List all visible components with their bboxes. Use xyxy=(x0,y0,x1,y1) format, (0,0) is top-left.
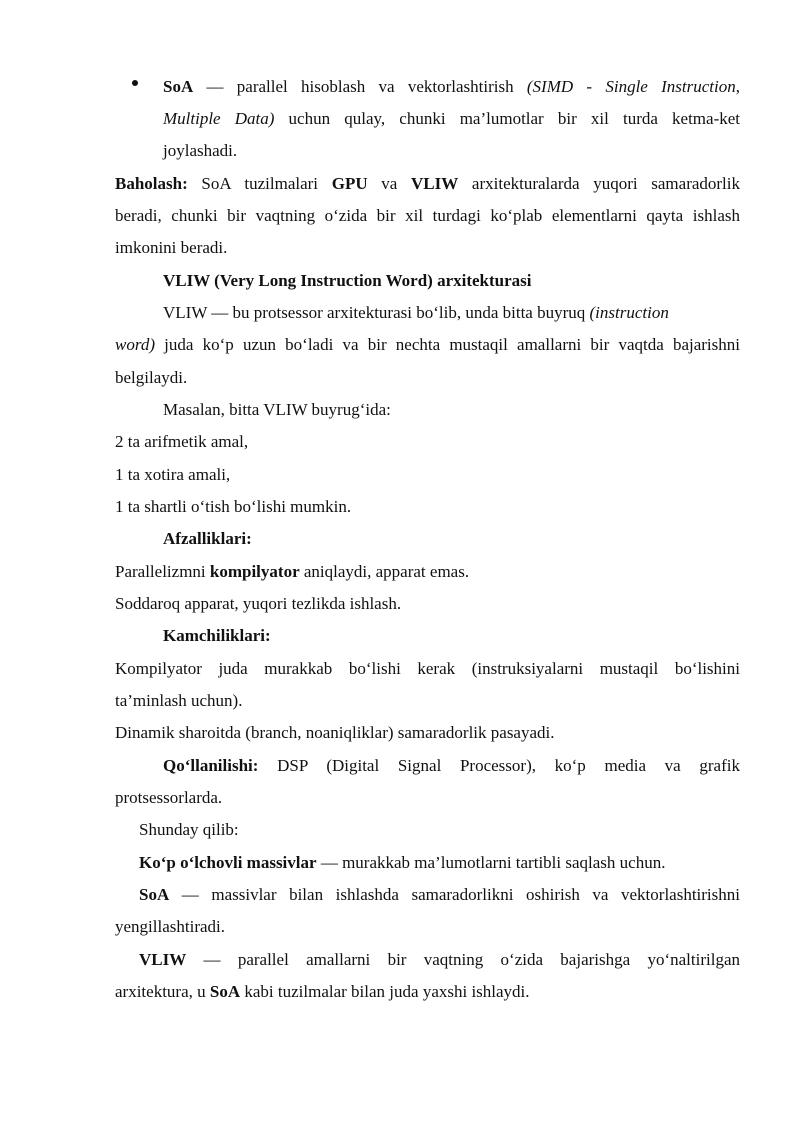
example-item: 2 ta arifmetik amal, xyxy=(115,432,249,451)
summary-item-2-cont: yengillashtiradi. xyxy=(115,917,226,936)
bullet-line-3: joylashadi. xyxy=(163,141,238,160)
bullet-line-1: SoA — parallel hisoblash va vektorlashtirish (SIMD - Single Instruction, xyxy=(163,77,740,96)
afzalliklari-line-2: Soddaroq apparat, yuqori tezlikda ishlash. xyxy=(115,594,402,613)
vliw-heading: VLIW (Very Long Instruction Word) arxitekturasi xyxy=(163,271,532,290)
summary-item-3: VLIW — parallel amallarni bir vaqtning o‘zida bajarishga yo‘naltirilgan xyxy=(139,950,740,969)
baholash-line-3: imkonini beradi. xyxy=(115,238,228,257)
afzalliklari-line-1: Parallelizmni kompilyator aniqlaydi, apparat emas. xyxy=(115,562,470,581)
bullet-dot xyxy=(132,80,138,86)
summary-item-3-cont: arxitektura, u SoA kabi tuzilmalar bilan juda yaxshi ishlaydi. xyxy=(115,982,530,1001)
example-intro: Masalan, bitta VLIW buyrug‘ida: xyxy=(163,400,391,419)
kamchiliklari-heading: Kamchiliklari: xyxy=(163,626,271,645)
vliw-def-line-2: word) juda ko‘p uzun bo‘ladi va bir nechta mustaqil amallarni bir vaqtda bajarishni xyxy=(115,335,740,354)
bullet-line-2: Multiple Data) uchun qulay, chunki ma’lumotlar bir xil turda ketma-ket xyxy=(163,109,741,128)
qollanilishi-line-2: protsessorlarda. xyxy=(115,788,223,807)
baholash-line-2: beradi, chunki bir vaqtning o‘zida bir xil turdagi ko‘plab elementlarni qayta ishlash xyxy=(115,206,740,225)
summary-item-1: Ko‘p o‘lchovli massivlar — murakkab ma’lumotlarni tartibli saqlash uchun. xyxy=(139,853,666,872)
kamchiliklari-line-2: ta’minlash uchun). xyxy=(115,691,243,710)
qollanilishi-line-1: Qo‘llanilishi: DSP (Digital Signal Processor), ko‘p media va grafik xyxy=(163,756,740,775)
afzalliklari-heading: Afzalliklari: xyxy=(163,529,252,548)
kamchiliklari-line-3: Dinamik sharoitda (branch, noaniqliklar) samaradorlik pasayadi. xyxy=(115,723,555,742)
kamchiliklari-line-1: Kompilyator juda murakkab bo‘lishi kerak (instruksiyalarni mustaqil bo‘lishini xyxy=(115,659,740,678)
summary-intro: Shunday qilib: xyxy=(139,820,239,839)
summary-item-2: SoA — massivlar bilan ishlashda samaradorlikni oshirish va vektorlashtirishni xyxy=(139,885,740,904)
baholash-line-1: Baholash: SoA tuzilmalari GPU va VLIW arxitekturalarda yuqori samaradorlik xyxy=(115,174,741,193)
vliw-def-line-1: VLIW — bu protsessor arxitekturasi bo‘lib, unda bitta buyruq (instruction xyxy=(163,303,669,322)
example-item: 1 ta xotira amali, xyxy=(115,465,231,484)
vliw-def-line-3: belgilaydi. xyxy=(115,368,188,387)
example-item: 1 ta shartli o‘tish bo‘lishi mumkin. xyxy=(115,497,352,516)
